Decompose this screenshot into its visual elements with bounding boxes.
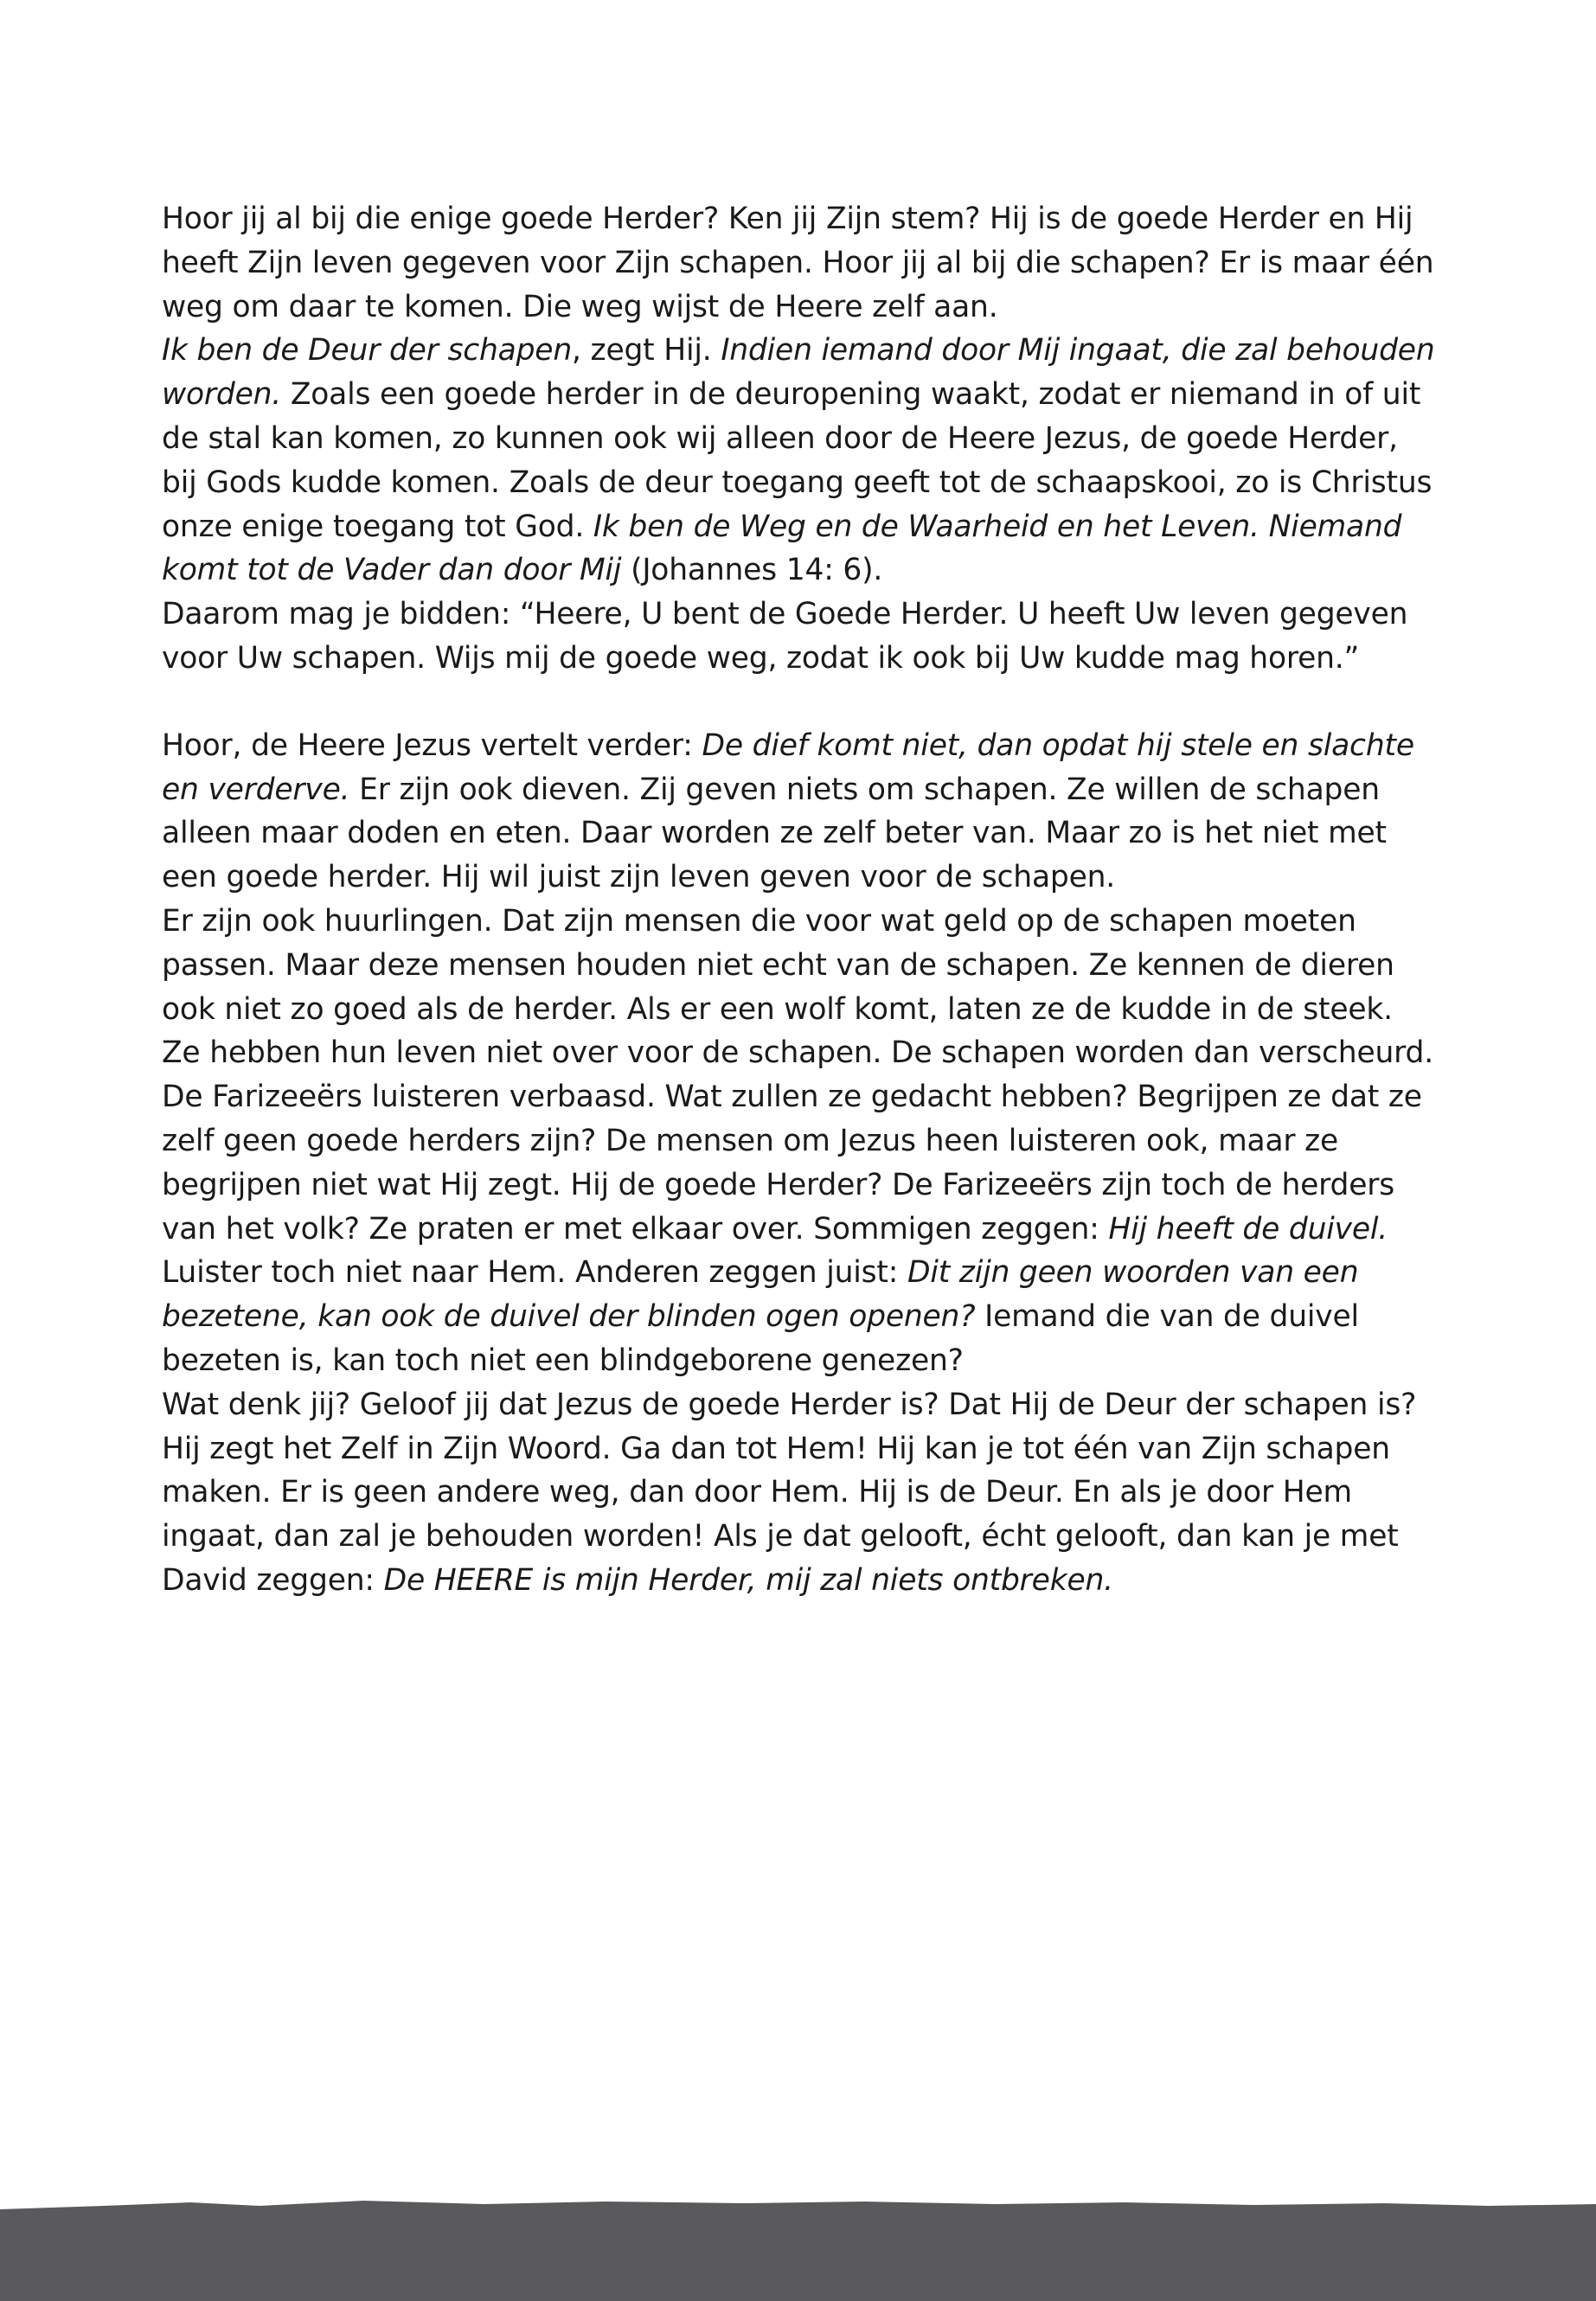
text-run: Daarom mag je bidden: “Heere, U bent de Goede Herder. U heeft Uw leven gegeven voor Uw schapen. Wijs mij de goede weg, zodat ik ook bij Uw kudde mag horen.” [162,597,1408,676]
italic-run: Ik ben de Weg en de Waarheid en het Leven. Niemand komt tot de Vader dan door Mij [162,509,1402,588]
paragraph-s2-4 [162,1075,1442,1383]
text-run: Luister toch niet naar Hem. Anderen zeggen juist: [162,1255,907,1291]
footer-band [0,2180,1596,2301]
paragraph-spacer [162,681,1442,724]
text-run: Hoor jij al bij die enige goede Herder? Ken jij Zijn stem? Hij is de goede Herder en Hij heeft Zijn leven gegeven voor Zijn schapen. Hoor jij al bij die schapen? Er is maar één weg om daar te komen. Die weg wijst de Heere zelf aan. [162,202,1434,324]
text-run: , zegt Hij. [572,333,721,369]
text-run: Hoor, de Heere Jezus vertelt verder: [162,727,702,763]
text-run: Er zijn ook huurlingen. Dat zijn mensen die voor wat geld op de schapen moeten passen. Maar deze mensen houden niet echt van de schapen. Ze kennen de dieren ook niet zo goed als de herder. Als er een wolf komt, laten ze de kudde in de steek. [162,903,1394,1027]
paragraph-s1-1 [162,197,1442,329]
text-run: Er zijn ook dieven. Zij geven niets om schapen. Ze willen de schapen alleen maar doden en eten. Daar worden ze zelf beter van. Maar zo is het niet met een goede herder. Hij wil juist zijn leven geven voor de schapen. [162,772,1387,895]
paragraph-s2-3 [162,1031,1442,1075]
text-run: Zoals een goede herder in de deuropening waakt, zodat er niemand in of uit de stal kan komen, zo kunnen ook wij alleen door de Heere Jezus, de goede Herder, bij Gods kudde komen. Zoals de deur toegang geeft tot de schaapskooi, zo is Christus onze enige toegang tot God. [162,377,1433,544]
paragraph-s2-5 [162,1383,1442,1603]
footer-band-shape [0,2201,1596,2301]
paragraph-s1-2 [162,329,1442,593]
document-body [162,197,1442,1603]
italic-run: De dief komt niet, dan opdat hij stele en slachte en verderve. [162,727,1414,807]
italic-run: De HEERE is mijn Herder, mij zal niets ontbreken. [383,1562,1113,1598]
text-run: (Johannes 14: 6). [621,553,883,588]
italic-run: Hij heeft de duivel. [1108,1211,1388,1247]
paragraph-s2-2 [162,900,1442,1031]
italic-run: Dit zijn geen woorden van een bezetene, kan ook de duivel der blinden ogen openen? [162,1255,1359,1335]
paragraph-s2-1 [162,724,1442,900]
paragraph-s1-3 [162,593,1442,681]
italic-run: Indien iemand door Mij ingaat, die zal behouden worden. [162,333,1435,413]
text-run: Wat denk jij? Geloof jij dat Jezus de goede Herder is? Dat Hij de Deur der schapen is? Hij zegt het Zelf in Zijn Woord. Ga dan tot Hem! Hij kan je tot één van Zijn schapen maken. Er is geen andere weg, dan door Hem. Hij is de Deur. En als je door Hem ingaat, dan zal je behouden worden! Als je dat gelooft, écht gelooft, dan kan je met David zeggen: [162,1387,1417,1598]
italic-run: Ik ben de Deur der schapen [162,333,572,369]
text-run: Iemand die van de duivel bezeten is, kan toch niet een blindgeborene genezen? [162,1299,1359,1378]
text-run: De Farizeeërs luisteren verbaasd. Wat zullen ze gedacht hebben? Begrijpen ze dat ze zelf geen goede herders zijn? De mensen om Jezus heen luisteren ook, maar ze begrijpen niet wat Hij zegt. Hij de goede Herder? De Farizeeërs zijn toch de herders van het volk? Ze praten er met elkaar over. Sommigen zeggen: [162,1080,1422,1247]
text-run: Ze hebben hun leven niet over voor de schapen. De schapen worden dan verscheurd. [162,1035,1434,1071]
